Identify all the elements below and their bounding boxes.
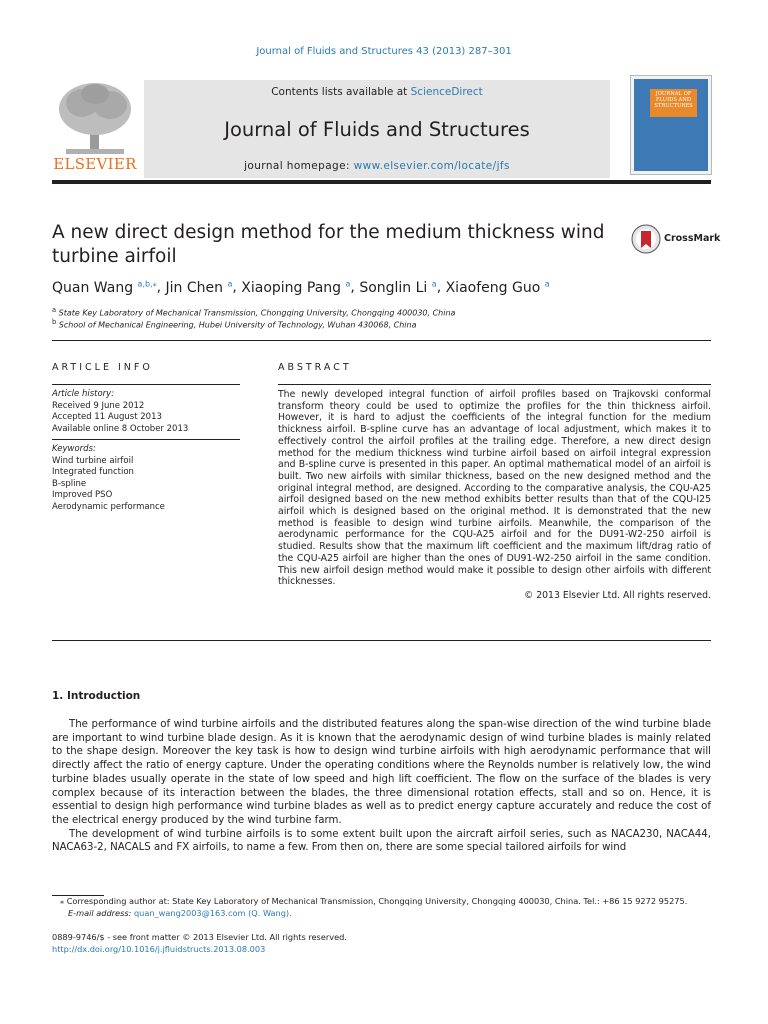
author[interactable]	[166, 280, 233, 296]
journal-cover-image[interactable]	[630, 75, 712, 175]
article-info-heading: ARTICLE INFO	[52, 362, 153, 373]
author-name: Xiaoping Pang	[241, 279, 342, 296]
elsevier-wordmark: ELSEVIER	[53, 155, 137, 173]
author-sep: ,	[436, 279, 446, 296]
paragraph: The performance of wind turbine airfoils and the distributed features along the span-wise direction of the wind turbine blade are important to wind turbine blade design. As it is known that the aerodynamic design of wind turbine blades is mainly related to the shape design. Moreover the key task is how to design wind turbine airfoils with high aerodynamic performance that will directly affect the ratio of energy capture. Under the operating conditions where the Reynolds number is relatively low, the wind turbine blades usually operate in the state of low speed and high lift coefficient. The flow on the surface of the blades is very complex because of its interaction between the blades, the three dimensional rotation effects, stall and so on. Hence, it is essential to design high performance wind turbine blades as well as to predict energy capture accurately and reduce the cost of the electrical energy produced by the wind turbine farm.	[52, 719, 711, 826]
affiliation-mark: b	[52, 318, 57, 326]
author-name: Songlin Li	[359, 279, 428, 296]
footnote	[52, 896, 712, 919]
crossmark-label: CrossMark	[664, 233, 721, 244]
author-name: Xiaofeng Guo	[445, 279, 541, 296]
abstract-text: The newly developed integral function of airfoil profiles based on Trajkovski conformal transform theory could be used to optimize the profiles for the thin thickness airfoil. However, it is hard to adjust the coefficients of the integral function for the medium thickness airfoil. B-spline curve has an advantage of local adjustment, which makes it to effectively control the airfoil profiles at the trailing edge. Therefore, a new direct design method for the medium thickness wind turbine airfoil based on airfoil integral expression and B-spline curve is presented in this paper. An optimal mathematical model of an airfoil is built. Two new airfoils with similar thickness, based on the new designed method and the original integral method, are designed. According to the comparative analysis, the CQU-A25 airfoil designed based on the new method exhibits better results than that of the CQU-I25 airfoil which is designed based on the original method. It is demonstrated that the new method is feasible to design wind turbine airfoils. Meanwhile, the comparison of the aerodynamic performance for the CQU-A25 airfoil and for the DU91-W2-250 airfoil is studied. Results show that the maximum lift coefficient and the maximum lift/drag ratio of the CQU-A25 airfoil are higher than the ones of DU91-W2-250 airfoil in the same condition. This new airfoil design method would make it possible to design other airfoils with different thicknesses.	[278, 389, 711, 588]
page-footer	[52, 932, 712, 955]
journal-title: Journal of Fluids and Structures	[224, 118, 530, 141]
abstract-copyright: © 2013 Elsevier Ltd. All rights reserved.	[523, 589, 711, 601]
author[interactable]	[359, 280, 436, 296]
contents-line	[144, 86, 610, 98]
cover-title: JOURNAL OF FLUIDS AND STRUCTURES	[650, 89, 697, 117]
history-item: Available online 8 October 2013	[52, 423, 189, 434]
crossmark-icon	[631, 224, 661, 254]
masthead-banner	[144, 80, 610, 178]
author-sep: ,	[350, 279, 360, 296]
corresponding-text: Corresponding author at: State Key Laboratory of Mechanical Transmission, Chongqing University, Chongqing 400030, China. Tel.: +86 15 9272 95275.	[64, 896, 688, 906]
affiliation-text: State Key Laboratory of Mechanical Transmission, Chongqing University, Chongqing 400030, China	[58, 308, 456, 318]
author[interactable]	[52, 280, 157, 296]
footnote-star: ⁎	[60, 896, 65, 906]
email-link[interactable]: quan_wang2003@163.com	[133, 907, 246, 918]
issn-line: 0889-9746/$ - see front matter © 2013 Elsevier Ltd. All rights reserved.	[52, 932, 347, 942]
paragraph: The development of wind turbine airfoils is to some extent built upon the aircraft airfoil series, such as NACA230, NACA44, NACA63-2, NACALS and FX airfoils, to name a few. From then on, there are some special tailored airfoils for wind	[52, 828, 711, 854]
keyword: Aerodynamic performance	[52, 501, 165, 512]
introduction-body	[52, 718, 711, 855]
journal-masthead	[52, 75, 712, 185]
abstract-divider	[52, 640, 711, 641]
article-title: A new direct design method for the medium thickness wind turbine airfoil	[52, 222, 605, 267]
title-divider	[52, 340, 711, 341]
email-label: E-mail address:	[68, 907, 134, 918]
abstract-heading: ABSTRACT	[278, 362, 352, 373]
homepage-line	[144, 160, 610, 172]
homepage-prefix: journal homepage:	[244, 160, 354, 172]
info-mid-rule	[52, 439, 240, 440]
author-affil-mark: a	[227, 279, 233, 288]
keywords-label: Keywords:	[52, 444, 96, 454]
author[interactable]	[241, 280, 350, 296]
masthead-divider	[52, 180, 711, 184]
keyword: Improved PSO	[52, 490, 113, 500]
affiliation-mark: a	[52, 306, 57, 314]
info-top-rule	[52, 384, 240, 385]
affiliation-a	[52, 306, 712, 318]
author-affil-mark: a	[431, 279, 437, 288]
abstract	[278, 390, 711, 601]
author-sep: ,	[232, 279, 242, 296]
author-affil-mark: a	[345, 279, 351, 288]
author-name: Jin Chen	[165, 279, 224, 296]
introduction-heading: 1. Introduction	[52, 690, 141, 702]
article-info	[52, 390, 240, 513]
doi-link[interactable]: http://dx.doi.org/10.1016/j.jfluidstructs.2013.08.003	[52, 943, 266, 954]
history-label: Article history:	[52, 389, 115, 399]
author-list	[52, 279, 712, 296]
corresponding-mark[interactable]: ⁎	[152, 279, 157, 288]
author-name: Quan Wang	[52, 279, 134, 296]
crossmark-badge[interactable]	[631, 224, 721, 254]
keyword: Wind turbine airfoil	[52, 455, 134, 466]
author[interactable]	[446, 280, 550, 296]
affiliation-b	[52, 318, 712, 330]
homepage-link[interactable]: www.elsevier.com/locate/jfs	[353, 160, 510, 172]
abstract-top-rule	[278, 384, 711, 385]
history-item: Accepted 11 August 2013	[52, 412, 162, 422]
history-item: Received 9 June 2012	[52, 400, 145, 411]
author-sep: ,	[156, 279, 166, 296]
contents-prefix: Contents lists available at	[271, 86, 411, 98]
journal-citation[interactable]: Journal of Fluids and Structures 43 (2013) 287–301	[256, 46, 512, 57]
author-affil-mark: a,b,	[137, 279, 153, 288]
sciencedirect-link[interactable]: ScienceDirect	[410, 86, 483, 98]
corresponding-note	[52, 896, 712, 908]
email-line	[52, 908, 712, 920]
cover-background	[634, 79, 708, 171]
keyword: B-spline	[52, 478, 87, 489]
affiliation-text: School of Mechanical Engineering, Hubei University of Technology, Wuhan 430068, China	[58, 320, 417, 330]
email-author: (Q. Wang).	[245, 907, 292, 918]
keyword: Integrated function	[52, 467, 134, 477]
author-affil-mark: a	[544, 279, 550, 288]
